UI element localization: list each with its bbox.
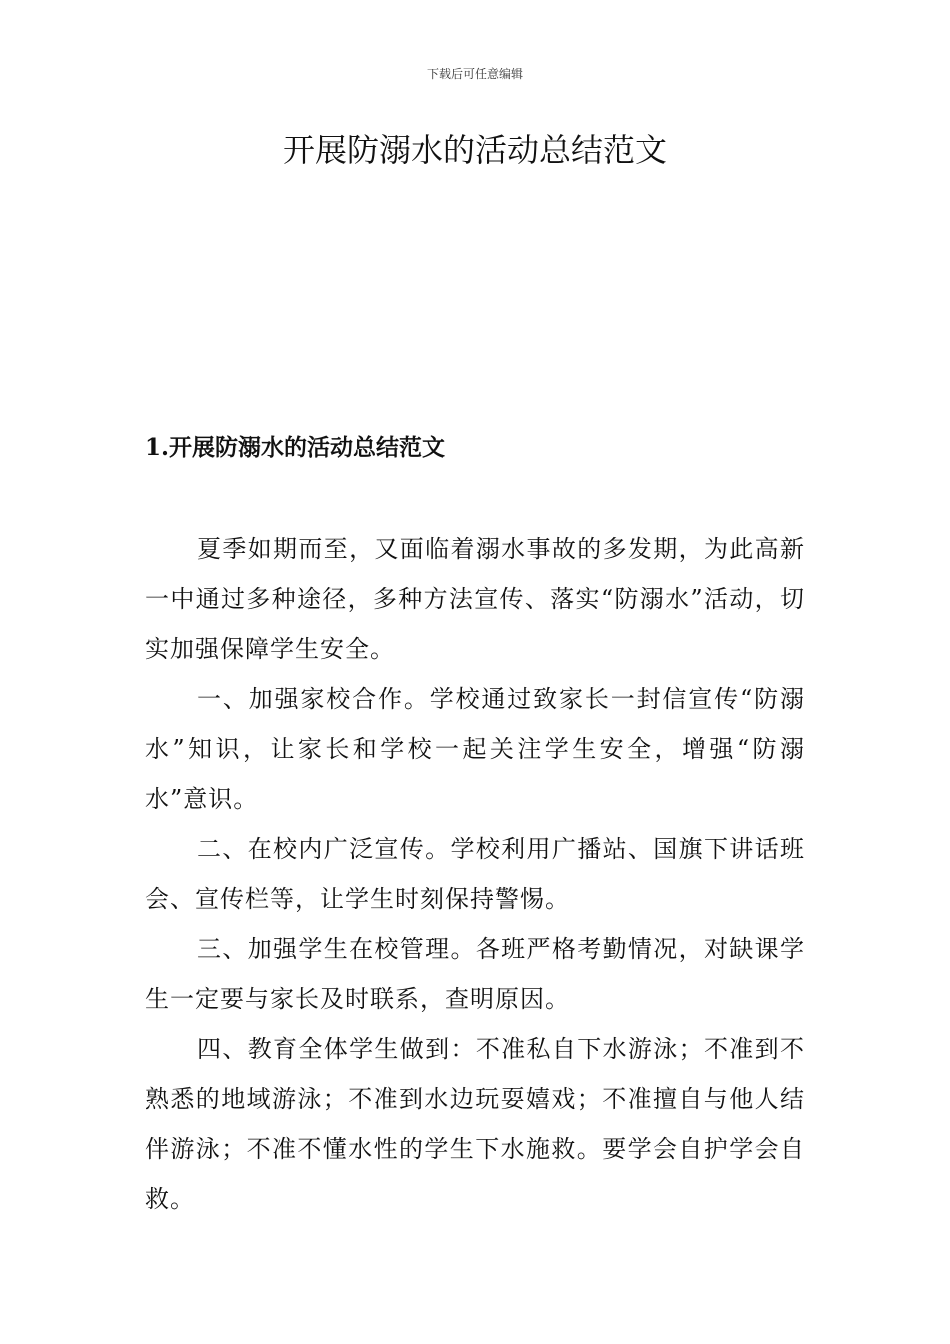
document-title: 开展防溺水的活动总结范文 xyxy=(282,131,667,169)
paragraph-campus-publicity: 二、在校内广泛宣传。学校利用广播站、国旗下讲话班会、宣传栏等，让学生时刻保持警惕。 xyxy=(145,835,805,913)
paragraph-intro: 夏季如期而至，又面临着溺水事故的多发期，为此高新一中通过多种途径，多种方法宣传、落实“防溺水”活动，切实加强保障学生安全。 xyxy=(145,535,805,663)
paragraph-safety-rules: 四、教育全体学生做到：不准私自下水游泳；不准到不熟悉的地域游泳；不准到水边玩耍嬉戏；不准擅自与他人结伴游泳；不准不懂水性的学生下水施救。要学会自护学会自救。 xyxy=(145,1035,805,1213)
section-heading: 1.开展防溺水的活动总结范文 xyxy=(145,434,446,461)
document-body xyxy=(145,524,805,1224)
header-note: 下载后可任意编辑 xyxy=(426,67,523,81)
paragraph-student-management: 三、加强学生在校管理。各班严格考勤情况，对缺课学生一定要与家长及时联系，查明原因。 xyxy=(145,935,805,1013)
paragraph-home-school: 一、加强家校合作。学校通过致家长一封信宣传“防溺水”知识，让家长和学校一起关注学生安全，增强“防溺水”意识。 xyxy=(145,685,805,813)
